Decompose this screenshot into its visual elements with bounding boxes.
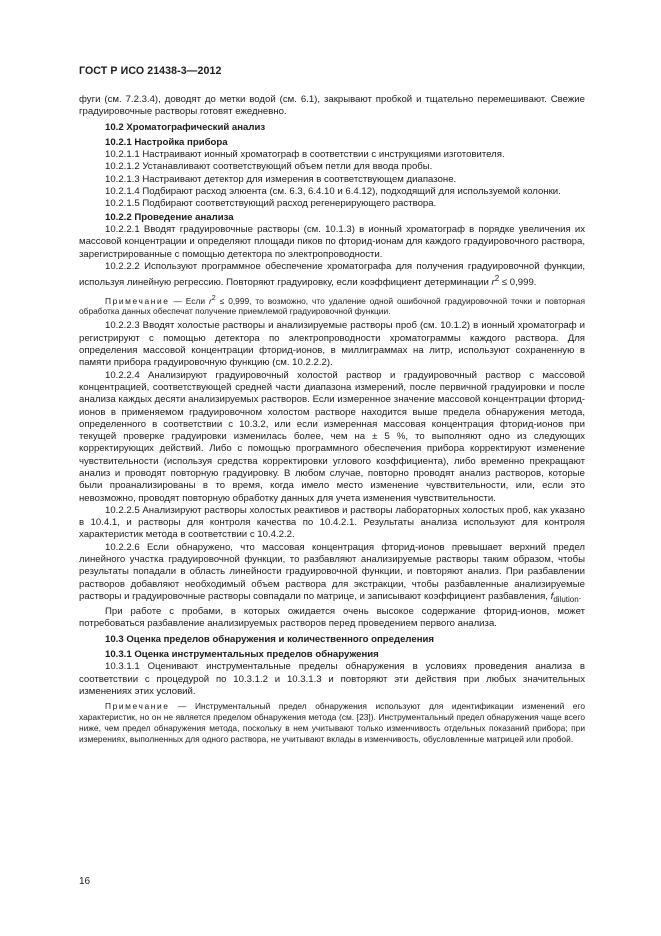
paragraph-10-2-2-6-end: . <box>578 590 582 602</box>
subsection-heading-10-2-1: 10.2.1 Настройка прибора <box>105 136 228 148</box>
paragraph-high-fluoride: При работе с пробами, в которых ожидается очень высокое содержание фторид-ионов, может потребоваться разбавление анализируемых растворов перед проведением первого анализа. <box>79 606 585 630</box>
note-1-text-a: — Если <box>169 295 209 306</box>
section-heading-10-2: 10.2 Хроматографический анализ <box>105 121 266 133</box>
note-2 <box>79 701 585 745</box>
paragraph-10-2-2-2 <box>79 261 585 290</box>
subsection-heading-10-2-2: 10.2.2 Проведение анализа <box>105 211 234 223</box>
paragraph-10-2-2-6 <box>79 542 585 606</box>
paragraph-continuation: фуги (см. 7.2.3.4), доводят до метки водой (см. 6.1), закрывают пробкой и тщательно перемешивают. Свежие градуировочные растворы готовят ежедневно. <box>79 94 585 118</box>
paragraph-10-2-2-2-end: ≤ 0,999. <box>499 277 537 289</box>
paragraph-10-2-2-3: 10.2.2.3 Вводят холостые растворы и анализируемые растворы проб (см. 10.1.2) в ионный хроматограф и регистрируют с помощью детектора по электропроводности хроматограммы каждого раствора. Для определения массовой концентрации фторид-ионов, в миллиграммах на литр, используют сохраненную в памяти прибора градуировочную функцию (см. 10.2.2.2). <box>79 320 585 369</box>
note-1-text-b: ≤ 0,999, то возможно, что удаление одной ошибочной градуировочной точки и повторная обработка данных обеспечат получение приемлемой градуировочной функции. <box>79 295 585 317</box>
subscript-dilution: dilution <box>553 594 579 604</box>
paragraph-10-2-2-2-text: 10.2.2.2 Используют программное обеспечение хроматографа для получения градуировочной функции, используя линейную регрессию. Повторяют градуировку, если коэффициент детерминации <box>79 260 585 289</box>
note-1-symbol-r: r <box>208 295 212 306</box>
paragraph-10-2-2-4: 10.2.2.4 Анализируют градуировочный холостой раствор и градуировочный раствор с массовой концентрацией, соответствующей средней части диапазона измерений, после первичной градуировки и после анализа каждых десяти анализируемых растворов. Если измеренное значение массовой концентрации фторид-ионов в применяемом градуировочном холостом растворе находится выше предела обнаружения метода, определенного в соответствии с 10.3.2, или если измеренная массовая концентрация фторид-ионов при текущей проверке градуировки изменилась более, чем на ± 5 %, то выполняют одно из следующих корректирующих действий. Либо с помощью программного обеспечения прибора корректируют изменение чувствительности (используя средства корректировки углового коэффициента), либо временно прекращают анализ и проводят повторную градуировку. В любом случае, повторно проводят анализ растворов, которые были проанализированы в то время, когда имело место изменение чувствительности, или, если это невозможно, проводят повторную обработку данных для учета изменения чувствительности. <box>79 369 585 504</box>
subsection-heading-10-3-1: 10.3.1 Оценка инструментальных пределов обнаружения <box>105 649 379 661</box>
paragraph-10-3-1-1: 10.3.1.1 Оценивают инструментальные пределы обнаружения в условиях проведения анализа в соответствии с процедурой по 10.3.1.2 и 10.3.1.3 и повторяют эти действия при любых значительных изменениях этих условий. <box>79 661 585 697</box>
note-2-label: Примечание <box>105 701 170 712</box>
page-number: 16 <box>79 876 91 887</box>
symbol-f: f <box>550 590 554 602</box>
paragraph-10-2-2-1: 10.2.2.1 Вводят градуировочные растворы (см. 10.1.3) в ионный хроматограф в порядке увеличения их массовой концентрации и определяют площади пиков по фторид-ионам для каждого градуировочного раствора, зарегистрированные с помощью детектора по электропроводности. <box>79 223 585 260</box>
paragraph-10-2-1-2: 10.2.1.2 Устанавливают соответствующий объем петли для ввода пробы. <box>105 161 433 173</box>
section-heading-10-3: 10.3 Оценка пределов обнаружения и количественного определения <box>105 633 434 645</box>
note-1 <box>79 293 585 318</box>
paragraph-10-2-1-1: 10.2.1.1 Настраивают ионный хроматограф в соответствии с инструкциями изготовителя. <box>105 149 505 161</box>
note-2-text: — Инструментальный предел обнаружения используют для идентификации изменений его характеристик, но он не является пределом обнаружения метода (см. [23]). Инструментальный предел обнаружения чаще всего ниже, чем предел обнаружения метода, поскольку в нем учитывают только изменчивость отдельных показаний прибора; при измерениях, выполненных для одного раствора, не учитывают вклады в изменчивость, обусловленные матрицей или пробой. <box>79 701 585 745</box>
paragraph-10-2-2-6-text: 10.2.2.6 Если обнаружено, что массовая концентрация фторид-ионов превышает верхний предел линейного участка градуировочной функции, то разбавляют анализируемые растворы таким образом, чтобы результаты попадали в область линейности градуировочной функции, и повторяют анализ. При разбавлении растворов добавляют необходимый объем раствора для экстракции, чтобы разбавленные анализируемые растворы и градуировочные растворы совпадали по матрице, и записывают коэффициент разбавления, <box>79 541 585 602</box>
symbol-r: r <box>491 277 495 289</box>
superscript-2: 2 <box>494 274 500 284</box>
note-1-superscript: 2 <box>211 294 216 302</box>
paragraph-10-2-2-5: 10.2.2.5 Анализируют растворы холостых реактивов и растворы лабораторных холостых проб, как указано в 10.4.1, и растворы для контроля качества по 10.4.2.1. Результаты анализа используют для контроля характеристик метода в соответствии с 10.4.2.2. <box>79 504 585 541</box>
note-1-label: Примечание <box>105 295 170 306</box>
page-content <box>79 94 585 748</box>
paragraph-10-2-1-3: 10.2.1.3 Настраивают детектор для измерения в соответствующем диапазоне. <box>105 173 457 185</box>
paragraph-10-2-1-4: 10.2.1.4 Подбирают расход элюента (см. 6.3, 6.4.10 и 6.4.12), подходящий для используемой колонки. <box>105 186 561 198</box>
paragraph-10-2-1-5: 10.2.1.5 Подбирают соответствующий расход регенерирующего раствора. <box>105 198 437 210</box>
document-header: ГОСТ Р ИСО 21438-3—2012 <box>79 65 222 77</box>
